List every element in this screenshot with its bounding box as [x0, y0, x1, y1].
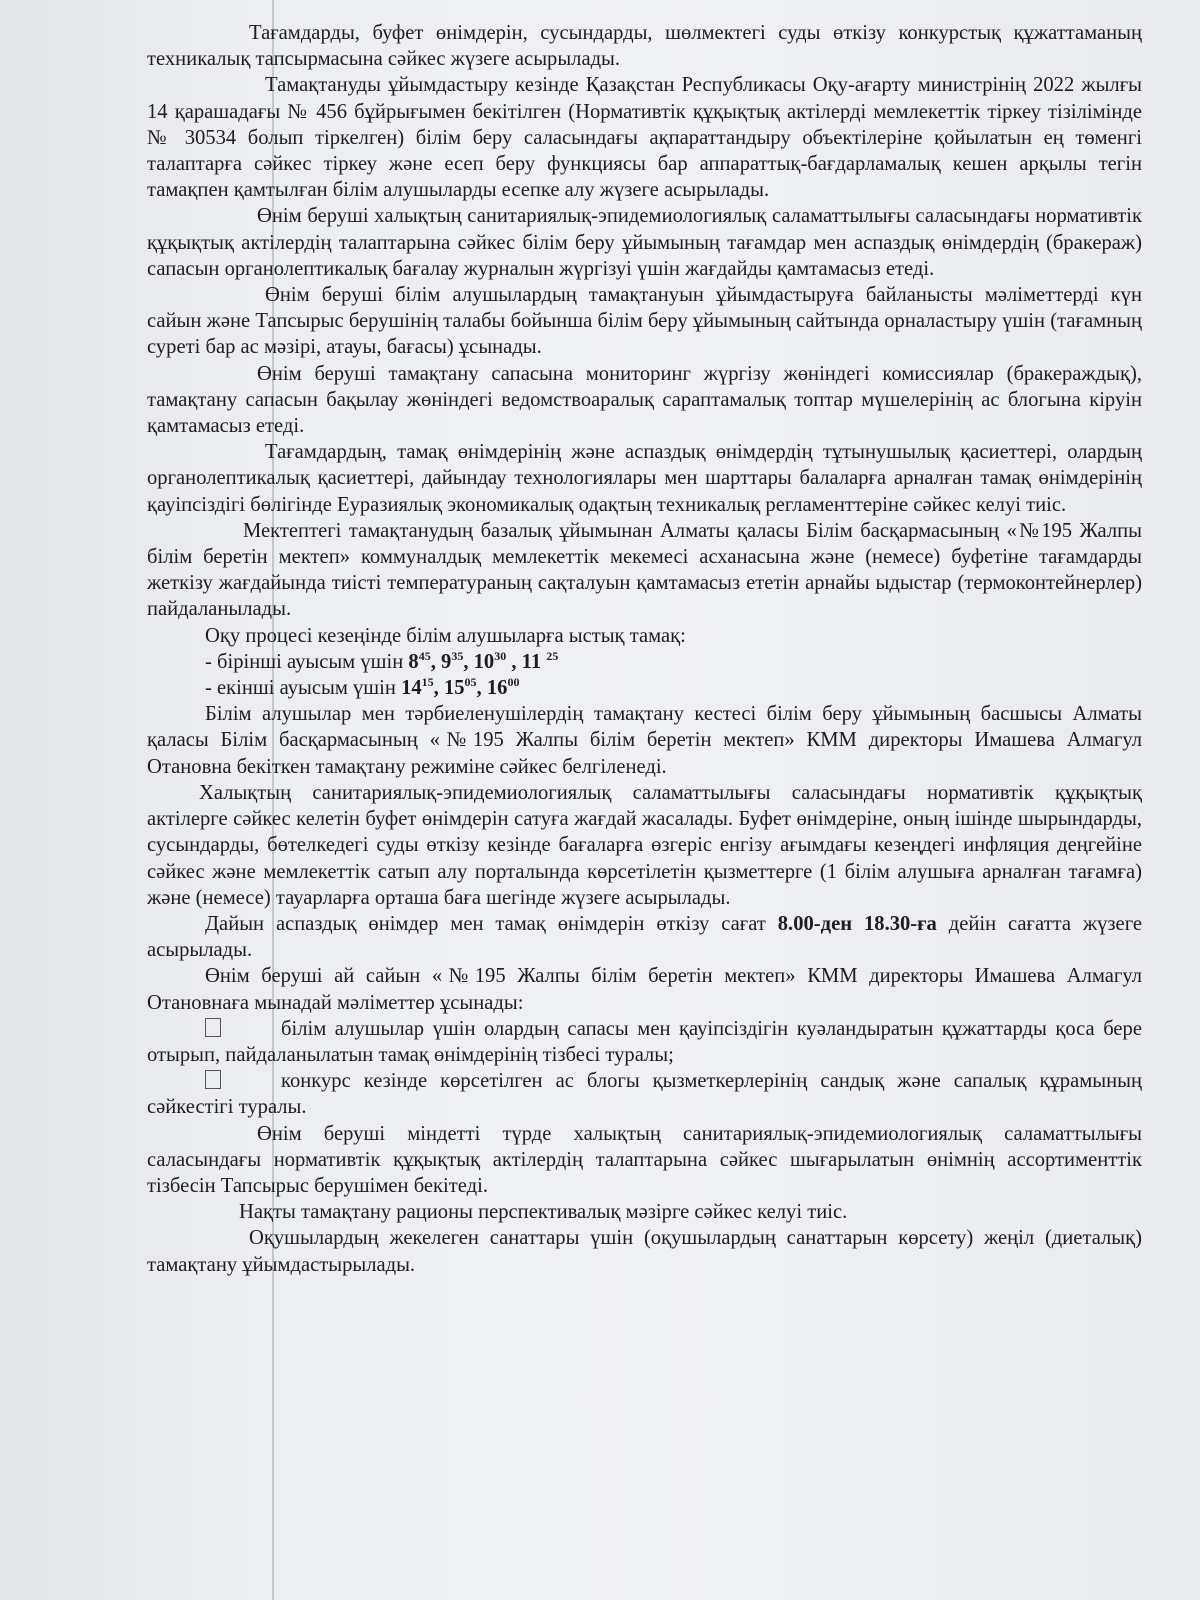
shift-1-time-2: $9^{35}$	[441, 649, 464, 673]
paragraph-10: Дайын аспаздық өнімдер мен тамақ өнімдерін өткізу сағат 8.00-ден 18.30-ға дейін сағатта жүзеге асырылады.	[147, 912, 1143, 962]
shift-2-time-2: $15^{05}$	[443, 675, 477, 700]
paragraph-14: Оқушылардың жекелеген санаттары үшін (оқушылардың санаттарын көрсету) жеңіл (диеталық) тамақтану ұйымдастырылады.	[147, 1227, 1142, 1276]
checkbox-glyph-icon	[205, 1070, 221, 1089]
paragraph-6: Тағамдардың, тамақ өнімдерінің және аспаздық өнімдердің тұтынушылық қасиеттері, олардың органолептикалық қасиеттері, дайындау технологиялары мен шарттары балаларға арналған тамақ өнімдерінің қауіпсіздігі бөлігінде Еуразиялық экономикалық одақтың техникалық регламенттеріне сәйкес келуі тиіс.	[147, 441, 1142, 516]
sale-hours: 8.00-ден 18.30-ға	[777, 912, 937, 935]
paragraph-2: Тамақтануды ұйымдастыру кезінде Қазақстан Республикасы Оқу-ағарту министрінің 2022 жылғы 14 қарашадағы № 456 бұйрығымен бекітілген (Нормативтік құқықтық актілерді мемлекеттік тіркеу тізілімінде № 30534 болып тіркелген) білім беру саласындағы ақпараттандыру объектілеріне қойылатын ең төменгі талаптарға сәйкес тіркеу және есеп беру функциясы бар аппараттық-бағдарламалық кешен арқылы тегін тамақпен қамтылған білім алушыларды есепке алу жүзеге асырылады.	[147, 74, 1142, 202]
shift-2-times: - екінші ауысым үшін $14^{15}$, $15^{05}$, $16^{00}$	[205, 675, 520, 700]
shift-1-time-3: $10^{30}$	[473, 649, 507, 673]
paragraph-8: Білім алушылар мен тәрбиеленушілердің тамақтану кестесі білім беру ұйымының басшысы Алматы қаласы Білім басқармасының «№195 Жалпы білім беретін мектеп» КММ директоры Имашева Алмагул Отановна бекіткен тамақтану режиміне сәйкес белгіленеді.	[147, 703, 1142, 778]
bullet-item-1: білім алушылар үшін олардың сапасы мен қауіпсіздігін куәландыратын құжаттарды қоса бере отырып, пайдаланылатын тамақ өнімдерінің тізбесі туралы;	[147, 1017, 1142, 1066]
shift-1-label: - бірінші ауысым үшін	[205, 650, 404, 673]
paragraph-13: Нақты тамақтану рационы перспективалық мәзірге сәйкес келуі тиіс.	[239, 1201, 848, 1224]
paragraph-12: Өнім беруші міндетті түрде халықтың санитариялық-эпидемиологиялық саламаттылығы саласындағы нормативтік құқықтық актілердің талаптарына сәйкес шығарылатын өнімнің ассортименттік тізбесін Тапсырыс берушімен бекітеді.	[147, 1122, 1142, 1197]
paragraph-9: Халықтың санитариялық-эпидемиологиялық саламаттылығы саласындағы нормативтік құқықтық актілерге сәйкес келетін буфет өнімдерін сатуға жағдай жасалады. Буфет өнімдеріне, оның ішінде шырындарды, сусындарды, бөтелкедегі суды өткізу кезінде бағаларға өзгеріс енгізу ағымдағы кезеңдегі инфляция деңгейіне сәйкес және мемлекеттік сатып алу порталында көрсетілетін қызметтерге (1 білім алушыға арналған тағамға) және (немесе) тауарларға орташа баға шегінде жүзеге асырылады.	[147, 781, 1142, 909]
meal-intro: Оқу процесі кезеңінде білім алушыларға ыстық тамақ:	[205, 624, 686, 647]
paragraph-4: Өнім беруші білім алушылардың тамақтануын ұйымдастыруға байланысты мәліметтерді күн сайын және Тапсырыс берушінің талабы бойынша білім беру ұйымының сайтында орналастыру үшін (тағамның суреті бар ас мәзірі, атауы, бағасы) ұсынады.	[147, 284, 1142, 359]
paragraph-5: Өнім беруші тамақтану сапасына мониторинг жүргізу жөніндегі комиссиялар (бракераждық), тамақтану сапасын бақылау жөніндегі ведомствоаралық сараптамалық топтар мүшелерінің ас блогына кіруін қамтамасыз етеді.	[147, 362, 1142, 438]
paragraph-7: Мектептегі тамақтанудың базалық ұйымынан Алматы қаласы Білім басқармасының «№195 Жалпы білім беретін мектеп» коммуналдық мемлекеттік мекемесі асханасына және (немесе) буфетіне тағамдарды жеткізу жағдайында тиісті температураның сақталуын қамтамасыз ететін арнайы ыдыстар (термоконтейнерлер) пайдаланылады.	[147, 519, 1142, 621]
bullet-item-2: конкурс кезінде көрсетілген ас блогы қызметкерлерінің сандық және сапалық құрамының сәйкестігі туралы.	[147, 1070, 1142, 1119]
shift-2-time-3: $16^{00}$	[486, 675, 520, 700]
paragraph-1: Тағамдарды, буфет өнімдерін, сусындарды, шөлмектегі суды өткізу конкурстық құжаттаманың техникалық тапсырмасына сәйкес жүзеге асырылады.	[147, 22, 1142, 71]
shift-2-label: - екінші ауысым үшін	[205, 677, 396, 700]
shift-1-time-1: $8^{45}$	[408, 649, 431, 673]
checkbox-glyph-icon	[205, 1018, 221, 1037]
paragraph-3: Өнім беруші халықтың санитариялық-эпидемиологиялық саламаттылығы саласындағы нормативтік құқықтық актілердің талаптарына сәйкес білім беру ұйымының тағамдар мен аспаздық өнімдердің (бракераж) сапасын органолептикалық бағалау журналын жүргізуі үшін жағдайды қамтамасыз етеді.	[147, 205, 1142, 280]
shift-2-time-1: $14^{15}$	[401, 675, 434, 700]
paragraph-11: Өнім беруші ай сайын «№195 Жалпы білім беретін мектеп» КММ директоры Имашева Алмагул Отановнаға мынадай мәліметтер ұсынады:	[147, 965, 1142, 1014]
document-body	[147, 20, 1142, 1278]
shift-1-times: - бірінші ауысым үшін $8^{45}$, $9^{35}$, $10^{30}$ , 11 $^{25}$	[205, 649, 559, 673]
shift-1-time-4: 11 $^{25}$	[521, 649, 559, 673]
